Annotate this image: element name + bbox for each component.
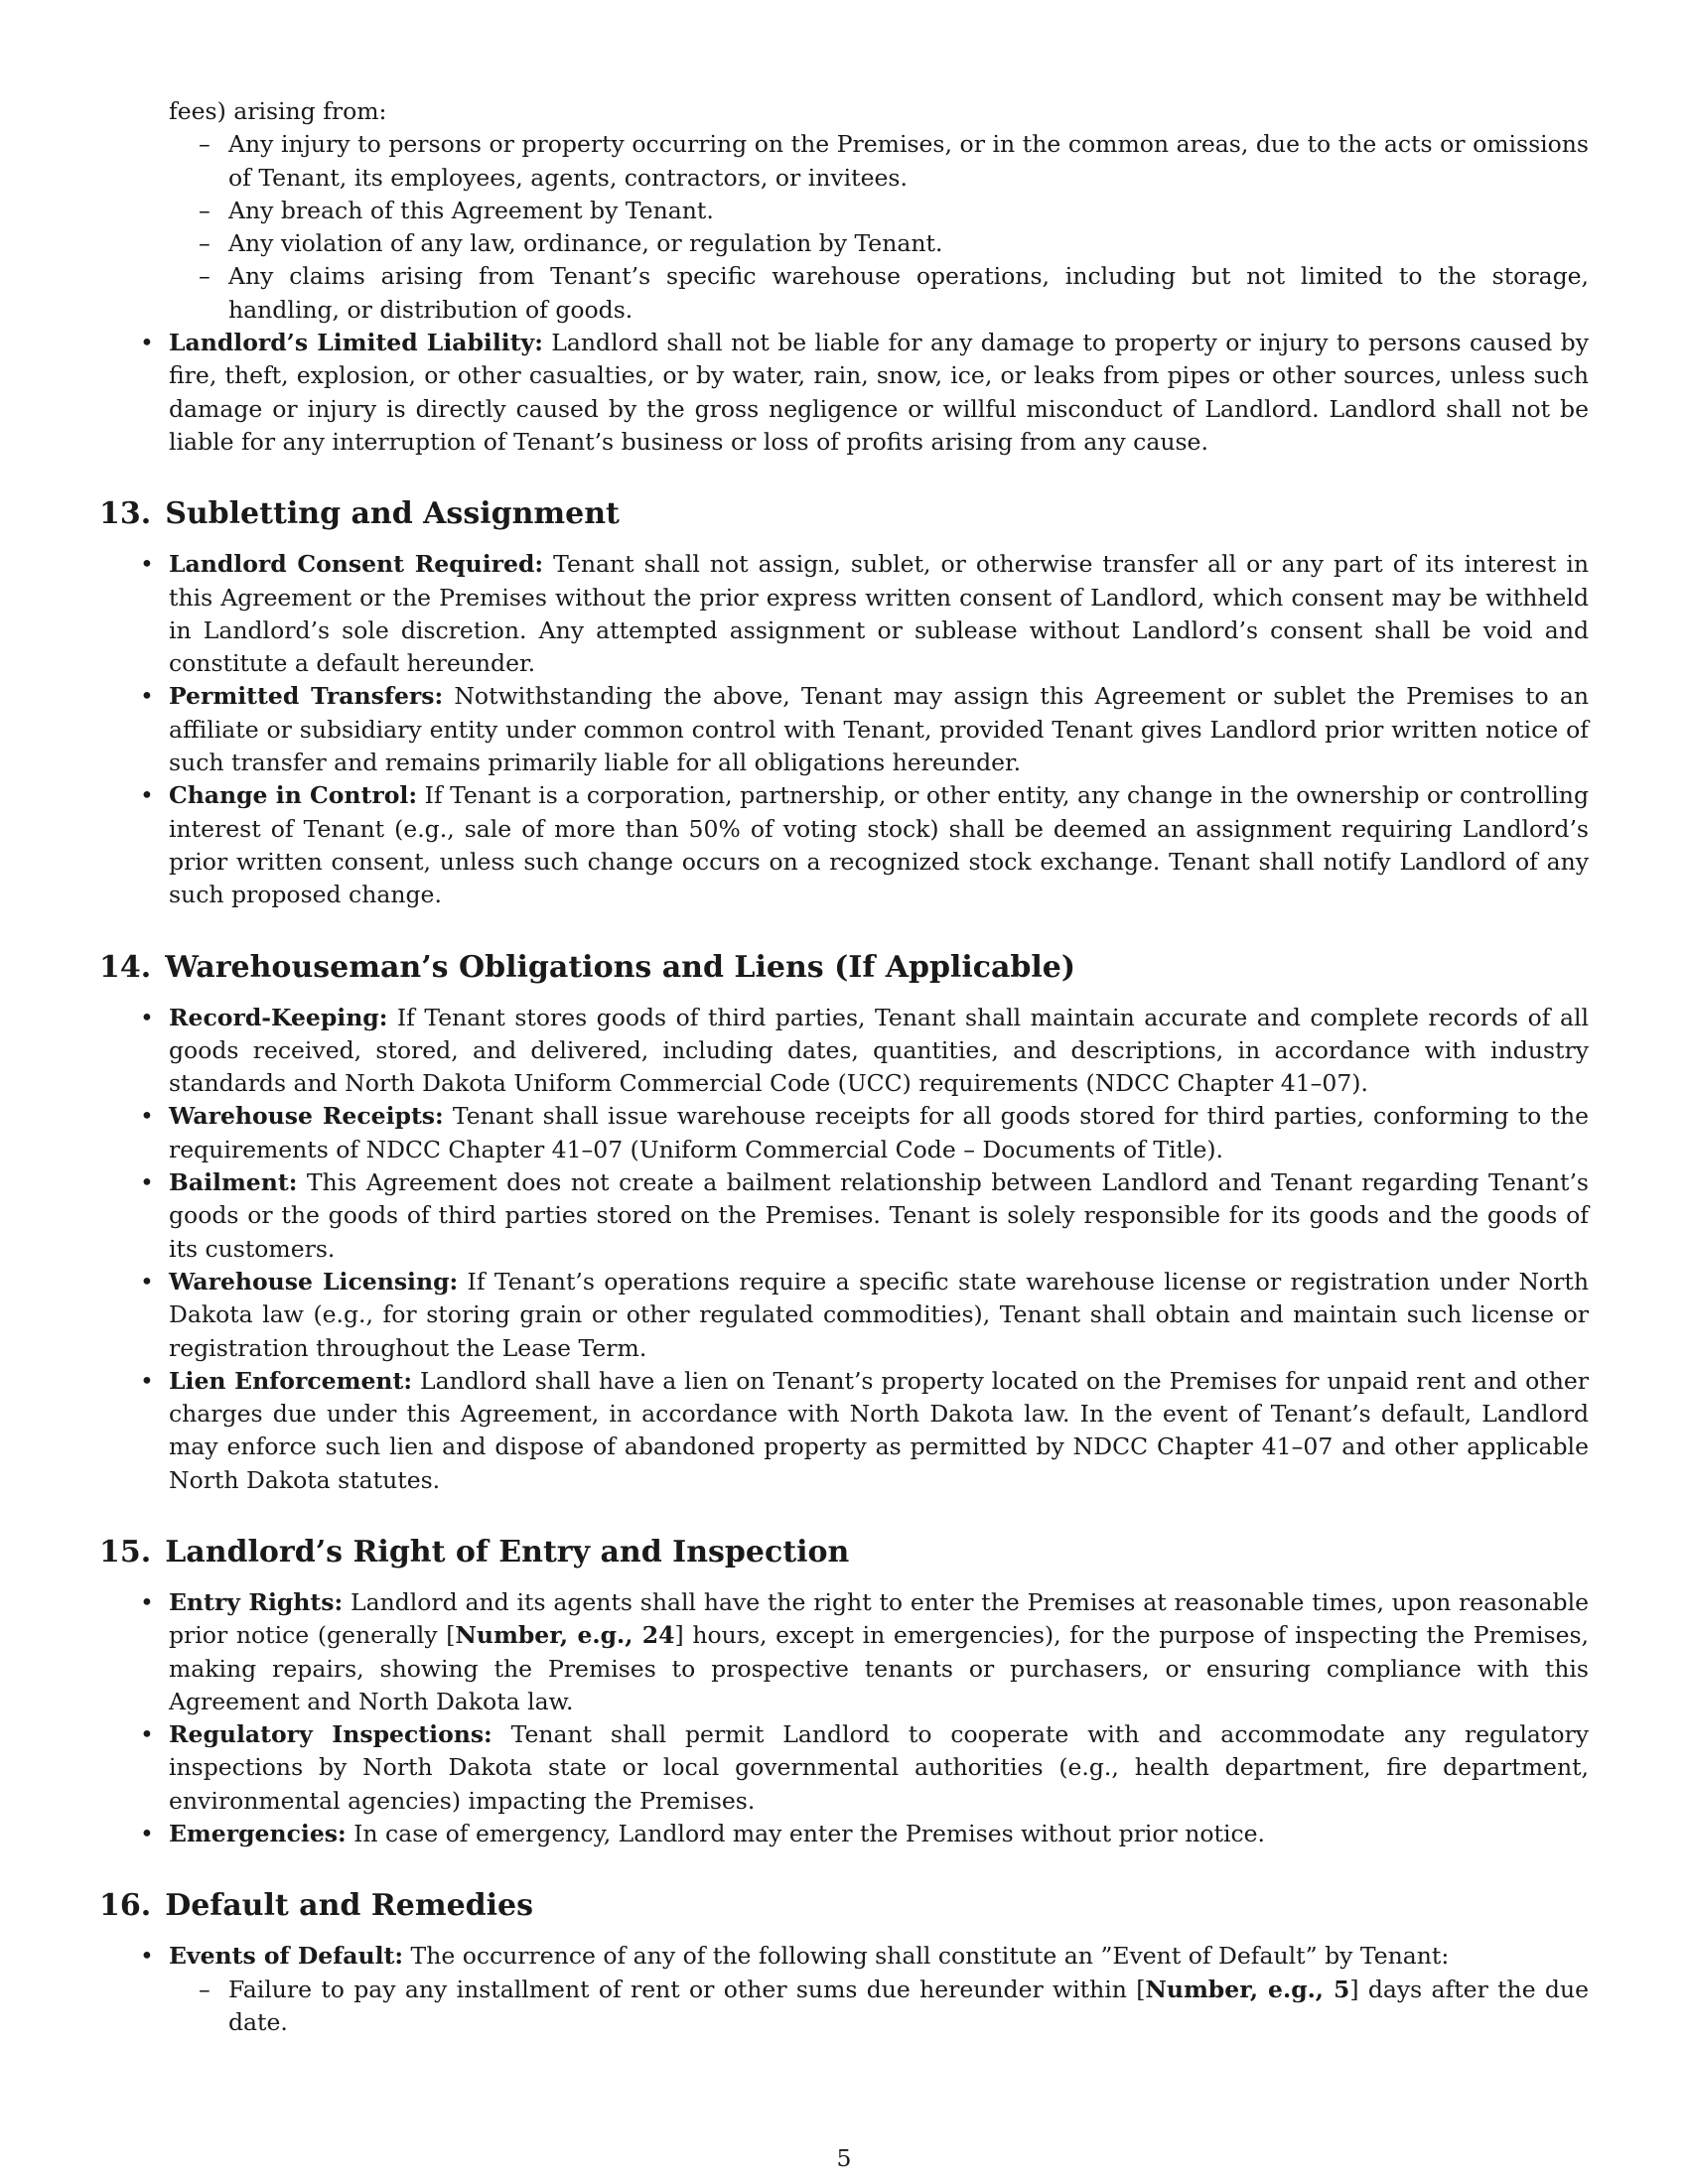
item-label: Warehouse Receipts: — [169, 1102, 444, 1131]
item-label: Events of Default: — [169, 1942, 404, 1971]
section-title: Landlord’s Right of Entry and Inspection — [165, 1534, 850, 1570]
item-text: Landlord shall have a lien on Tenant’s property located on the Premises for unpaid rent and other charges due under this Agreement, in accordance with North Dakota law. In the event of Tenant’s default, Landlord may enforce such lien and dispose of abandoned property as permitted by NDCC Chapter 41–07 and other applicable North Dakota statutes. — [169, 1366, 1590, 1494]
item-text: If Tenant’s operations require a specific state warehouse license or registration under North Dakota law (e.g., for storing grain or other regulated commodities), Tenant shall obtain and maintain such license or registration throughout the Lease Term. — [169, 1267, 1589, 1362]
item-text: In case of emergency, Landlord may enter the Premises without prior notice. — [346, 1820, 1266, 1848]
list-item: – Any breach of this Agreement by Tenant. — [169, 195, 1589, 227]
list-item — [99, 1100, 1589, 1166]
item-text: Landlord and its agents shall have the right to enter the Premises at reasonable times, upon reasonable prior notice (generally [ — [169, 1587, 1589, 1650]
item-label: Warehouse Licensing: — [169, 1267, 459, 1296]
list-item — [99, 1818, 1589, 1850]
fill-in-placeholder: Number, e.g., 24 — [455, 1621, 675, 1650]
item-text: If Tenant stores goods of third parties, Tenant shall maintain accurate and complete records of all goods received, stored, and delivered, including dates, quantities, and descriptions, in accordance with industry standards and North Dakota Uniform Commercial Code (UCC) requirements (NDCC Chapter 41–07). — [169, 1003, 1589, 1098]
section-14-list — [99, 1002, 1589, 1497]
section-number: 14. — [99, 949, 152, 985]
item-label: Entry Rights: — [169, 1587, 344, 1616]
list-item — [99, 1266, 1589, 1365]
list-item — [99, 1002, 1589, 1101]
item-label: Bailment: — [169, 1168, 298, 1197]
section-15-list — [99, 1586, 1589, 1850]
list-item — [99, 1365, 1589, 1497]
list-item: – Any injury to persons or property occurring on the Premises, or in the common areas, due to the acts or omissions of Tenant, its employees, agents, contractors, or invitees. — [169, 128, 1589, 195]
item-text: ] hours, except in emergencies), for the purpose of inspecting the Premises, making repairs, showing the Premises to prospective tenants or purchasers, or ensuring compliance with this Agreement and North Dakota law. — [169, 1621, 1590, 1715]
item-label: Landlord’s Limited Liability: — [169, 329, 543, 357]
item-label: Lien Enforcement: — [169, 1366, 413, 1395]
default-events-sublist — [169, 1974, 1589, 2040]
list-item: – Any violation of any law, ordinance, or regulation by Tenant. — [169, 227, 1589, 260]
list-item — [99, 1166, 1589, 1266]
item-text: Tenant shall not assign, sublet, or otherwise transfer all or any part of its interest in this Agreement or the Premises without the prior express written consent of Landlord, which consent may be withheld in Landlord’s sole discretion. Any attempted assignment or sublease without Landlord’s consent shall be void and constitute a default hereunder. — [169, 550, 1589, 678]
item-text: If Tenant is a corporation, partnership, or other entity, any change in the ownership or controlling interest of Tenant (e.g., sale of more than 50% of voting stock) shall be deemed an assignment requiring Landlord’s prior written consent, unless such change occurs on a recognized stock exchange. Tenant shall notify Landlord of any such proposed change. — [169, 781, 1589, 909]
document-page — [99, 95, 1589, 2039]
section-heading — [99, 1888, 1589, 1924]
list-item — [99, 1940, 1589, 2039]
section-number: 15. — [99, 1534, 152, 1570]
item-text: The occurrence of any of the following shall constitute an ”Event of Default” by Tenant: — [403, 1942, 1450, 1971]
section-13-list — [99, 548, 1589, 911]
section-title: Default and Remedies — [165, 1888, 534, 1924]
item-label: Permitted Transfers: — [169, 682, 444, 711]
item-label: Change in Control: — [169, 781, 418, 810]
list-item — [99, 548, 1589, 680]
item-label: Emergencies: — [169, 1820, 347, 1848]
item-label: Record-Keeping: — [169, 1003, 388, 1031]
fill-in-placeholder: Number, e.g., 5 — [1145, 1975, 1350, 2003]
indemnity-sublist — [169, 128, 1589, 327]
section-number: 13. — [99, 496, 152, 532]
list-item — [99, 1586, 1589, 1718]
item-text: Tenant shall permit Landlord to cooperate with and accommodate any regulatory inspections by North Dakota state or local governmental authorities (e.g., health department, fire department, environmental agencies) impacting the Premises. — [169, 1720, 1589, 1815]
page-number: 5 — [836, 2144, 852, 2172]
liability-list — [99, 327, 1589, 459]
item-text: Notwithstanding the above, Tenant may assign this Agreement or sublet the Premises to an affiliate or subsidiary entity under common control with Tenant, provided Tenant gives Landlord prior written notice of such transfer and remains primarily liable for all obligations hereunder. — [169, 682, 1589, 777]
item-text: This Agreement does not create a bailment relationship between Landlord and Tenant regarding Tenant’s goods or the goods of third parties stored on the Premises. Tenant is solely responsible for its goods and the goods of its customers. — [169, 1168, 1589, 1263]
list-item: – Any claims arising from Tenant’s specific warehouse operations, including but not limited to the storage, handling, or distribution of goods. — [169, 260, 1589, 327]
item-label: Regulatory Inspections: — [169, 1720, 492, 1749]
list-item — [99, 1718, 1589, 1818]
item-text: Tenant shall issue warehouse receipts for all goods stored for third parties, conforming to the requirements of NDCC Chapter 41–07 (Uniform Commercial Code – Documents of Title). — [169, 1102, 1589, 1163]
section-heading — [99, 1535, 1589, 1570]
item-label: Landlord Consent Required: — [169, 550, 544, 579]
list-item — [99, 680, 1589, 779]
continued-paragraph: fees) arising from: — [169, 97, 387, 125]
item-text: Landlord shall not be liable for any damage to property or injury to persons caused by fire, theft, explosion, or other casualties, or by water, rain, snow, ice, or leaks from pipes or other sources, unless such damage or injury is directly caused by the gross negligence or willful misconduct of Landlord. Landlord shall not be liable for any interruption of Tenant’s business or loss of profits arising from any cause. — [169, 329, 1589, 456]
section-title: Warehouseman’s Obligations and Liens (If Applicable) — [165, 949, 1076, 985]
list-item — [99, 327, 1589, 459]
section-16-list — [99, 1940, 1589, 2039]
list-item — [169, 1974, 1589, 2040]
section-title: Subletting and Assignment — [165, 496, 620, 532]
item-text: Failure to pay any installment of rent or other sums due hereunder within [ — [228, 1975, 1146, 2003]
list-item — [99, 779, 1589, 911]
section-heading — [99, 950, 1589, 986]
section-heading — [99, 496, 1589, 532]
item-text: ] days after the due date. — [228, 1975, 1589, 2036]
section-number: 16. — [99, 1888, 152, 1924]
